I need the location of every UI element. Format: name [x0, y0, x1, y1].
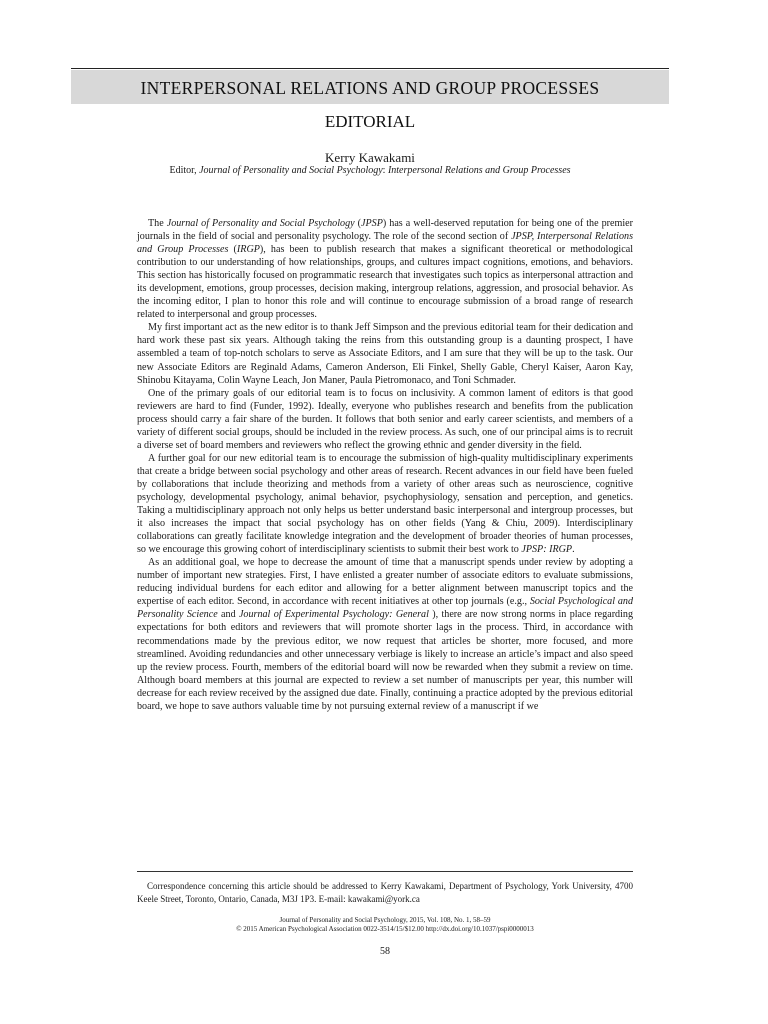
- paragraph-2: My first important act as the new editor is to thank Jeff Simpson and the previous editorial team for their dedication and hard work these past six years. Although taking the reins from this outstanding group is a daunting prospect, I have assembled a team of top-notch scholars to serve as Associate Editors, and I am sure that they will be up to the task. Our new Associate Editors are Reginald Adams, Cameron Anderson, Eli Finkel, Shelly Gable, Cheryl Kaiser, Aaron Kay, Shinobu Kitayama, Colin Wayne Leach, Jon Maner, Paula Pietromonaco, and Toni Schmader.: [137, 322, 633, 386]
- affiliation-role: Editor,: [169, 165, 200, 176]
- journal-citation: [137, 916, 633, 933]
- affiliation-section: Interpersonal Relations and Group Processes: [387, 165, 571, 176]
- affiliation-journal: Journal of Personality and Social Psychology: [199, 165, 383, 176]
- section-banner: INTERPERSONAL RELATIONS AND GROUP PROCESSES: [71, 70, 669, 104]
- copyright-side-notice: [24, 494, 34, 504]
- header-rule: [71, 68, 669, 69]
- paragraph-4: A further goal for our new editorial team is to encourage the submission of high-quality multidisciplinary experiments that create a bridge between social psychology and other areas of research. Recent advances in our field have been fueled by collaborations that include theorizing and methods from a variety of other areas such as neuroscience, cognitive psychology, developmental psychology, animal behavior, psychophysiology, sensation and perception, and genetics. Taking a multidisciplinary approach not only helps us better understand basic interpersonal and intergroup processes, but it also increases the impact that social psychology has on other fields (Yang & Chiu, 2009). Interdisciplinary collaborations can greatly facilitate knowledge integration and the development of broader theories of human processes, so we encourage this growing cohort of interdisciplinary scientists to submit their best work to JPSP: IRGP.: [137, 452, 633, 556]
- page-number: 58: [380, 946, 390, 957]
- paragraph-3: One of the primary goals of our editorial team is to focus on inclusivity. A common lament of editors is that good reviewers are hard to find (Funder, 1992). Ideally, everyone who publishes research and benefits from the publication process should carry a fair share of the burden. It follows that both senior and early career scientists, and members of a variety of different social groups, should be included in the review process. As such, one of our principal aims is to recruit a diverse set of board members and reviewers who reflect the growing ethnic and gender diversity in the field.: [137, 387, 633, 451]
- author-name: Kerry Kawakami: [325, 150, 415, 165]
- article-body: [137, 217, 633, 713]
- paragraph-1: The Journal of Personality and Social Psychology (JPSP) has a well-deserved reputation for being one of the premier journals in the field of social and personality psychology. The role of the second section of JPSP, Interpersonal Relations and Group Processes (IRGP), has been to publish research that makes a significant theoretical or methodological contribution to our understanding of how relationships, groups, and cultures impact cognitions, emotions, and behaviors. This section has historically focused on programmatic research that investigates such topics as interpersonal attraction and its development, emotions, group processes, decision making, intergroup relations, aggression, and prosocial behavior. As the incoming editor, I plan to honor this role and will continue to encourage submission of a broad range of research related to interpersonal and group processes.: [137, 218, 634, 321]
- footnote-rule: [137, 871, 633, 872]
- citation-line-2: © 2015 American Psychological Association 0022-3514/15/$12.00 http://dx.doi.org/10.1037/pspi0000013: [236, 924, 534, 933]
- paragraph-5: As an additional goal, we hope to decrease the amount of time that a manuscript spends under review by adopting a number of important new strategies. First, I have enlisted a greater number of associate editors to evaluate submissions, reducing individual burdens for each editor and allowing for a better alignment between manuscript topics and the expertise of each editor. Second, in accordance with recent initiatives at other top journals (e.g., Social Psychological and Personality Science and Journal of Experimental Psychology: General ), there are now strong norms in place regarding expectations for both editors and reviewers that will promote shorter lags in the process. Third, in accordance with recommendations made by the previous editor, we now request that articles be shorter, more focused, and more streamlined. Avoiding redundancies and other unnecessary verbiage is likely to increase an article’s impact and also speed up the review process. Fourth, members of the editorial board will now be rewarded when they submit a review on time. Although board members at this journal are expected to review a set number of manuscripts per year, this number will decrease for each review received by the assigned due date. Finally, continuing a practice adopted by the previous editorial board, we hope to save authors valuable time by not pursuing external review of a manuscript if we: [137, 557, 633, 712]
- affiliation-separator: :: [382, 165, 388, 176]
- article-type-heading: EDITORIAL: [324, 112, 416, 131]
- citation-line-1: Journal of Personality and Social Psychology, 2015, Vol. 108, No. 1, 58–59: [279, 916, 491, 924]
- correspondence-footnote: Correspondence concerning this article should be addressed to Kerry Kawakami, Department of Psychology, York University, 4700 Keele Street, Toronto, Ontario, Canada, M3J 1P3. E-mail: kawakami@york.ca: [137, 881, 633, 904]
- author-affiliation: [71, 165, 669, 176]
